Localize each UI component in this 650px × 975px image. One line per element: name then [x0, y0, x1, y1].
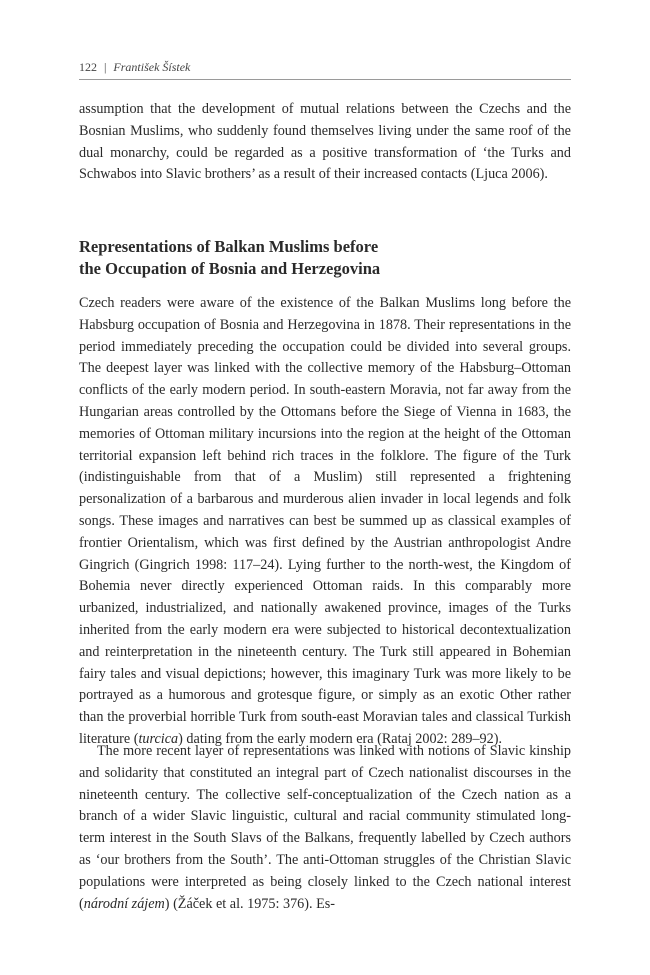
section-heading	[79, 236, 571, 280]
paragraph-2-text: Czech readers were aware of the existence of the Balkan Muslims long before the Habsburg occupation of Bosnia and Herzegovina in 1878. Their representations in the period immediately preceding the occupation could be divided into several groups. The deepest layer was linked with the collective memory of the Habsburg–Ottoman conflicts of the early modern period. In south-eastern Moravia, not far away from the Hungarian areas controlled by the Ottomans before the Siege of Vienna in 1683, the memories of Ottoman military incursions into the region at the height of the Ottoman territorial expansion left behind rich traces in the folklore. The figure of the Turk (indistinguishable from that of a Muslim) still represented a frightening personalization of a barbarous and murderous alien invader in local legends and folk songs. These images and narratives can best be summed up as classical examples of frontier Orientalism, which was first defined by the Austrian anthropologist Andre Gingrich (Gingrich 1998: 117–24). Lying further to the north-west, the Kingdom of Bohemia never directly experienced Ottoman raids. In this comparably more urbanized, industrialized, and nationally awakened province, images of the Turks inherited from the early modern era were subjected to historical decontextualization and reinterpretation in the nineteenth century. The Turk still appeared in Bohemian fairy tales and visual depictions; however, this imaginary Turk was more likely to be portrayed as a humorous and grotesque figure, or simply as an exotic Other rather than the proverbial horrible Turk from south-east Moravian tales and classical Turkish literature (	[79, 295, 571, 747]
paragraph-3-italic-term: národní zájem	[83, 895, 165, 912]
paragraph-slavic-kinship	[79, 741, 571, 915]
paragraph-2-end: ) dating from the early modern era (Rataj 2002: 289–92).	[178, 730, 503, 747]
header-rule	[79, 79, 571, 80]
section-heading-line-1: Representations of Balkan Muslims before	[79, 237, 379, 256]
section-heading-line-2: the Occupation of Bosnia and Herzegovina	[79, 259, 381, 278]
paragraph-balkan-muslims	[79, 293, 571, 751]
paragraph-3-text: The more recent layer of representations was linked with notions of Slavic kinship and solidarity that constituted an integral part of Czech nationalist discourses in the nineteenth century. The collective self-conceptualization of the Czech nation as a branch of a wider Slavic linguistic, cultural and racial community stimulated long-term interest in the South Slavs of the Balkans, frequently labelled by Czech authors as ‘our brothers from the South’. The anti-Ottoman struggles of the Christian Slavic populations were interpreted as being closely linked to the Czech national interest (	[79, 743, 571, 912]
running-head-author: František Šístek	[113, 60, 191, 74]
paragraph-3-end: ) (Žáček et al. 1975: 376). Es-	[164, 895, 335, 912]
page-number: 122	[79, 60, 97, 74]
paragraph-2-italic-term: turcica	[138, 730, 179, 747]
running-head	[79, 60, 571, 74]
header-separator: |	[104, 60, 107, 74]
paragraph-continued: assumption that the development of mutual relations between the Czechs and the Bosnian Muslims, who suddenly found themselves living under the same roof of the dual monarchy, could be regarded as a positive transformation of ‘the Turks and Schwabos into Slavic brothers’ as a result of their increased contacts (Ljuca 2006).	[79, 101, 571, 183]
